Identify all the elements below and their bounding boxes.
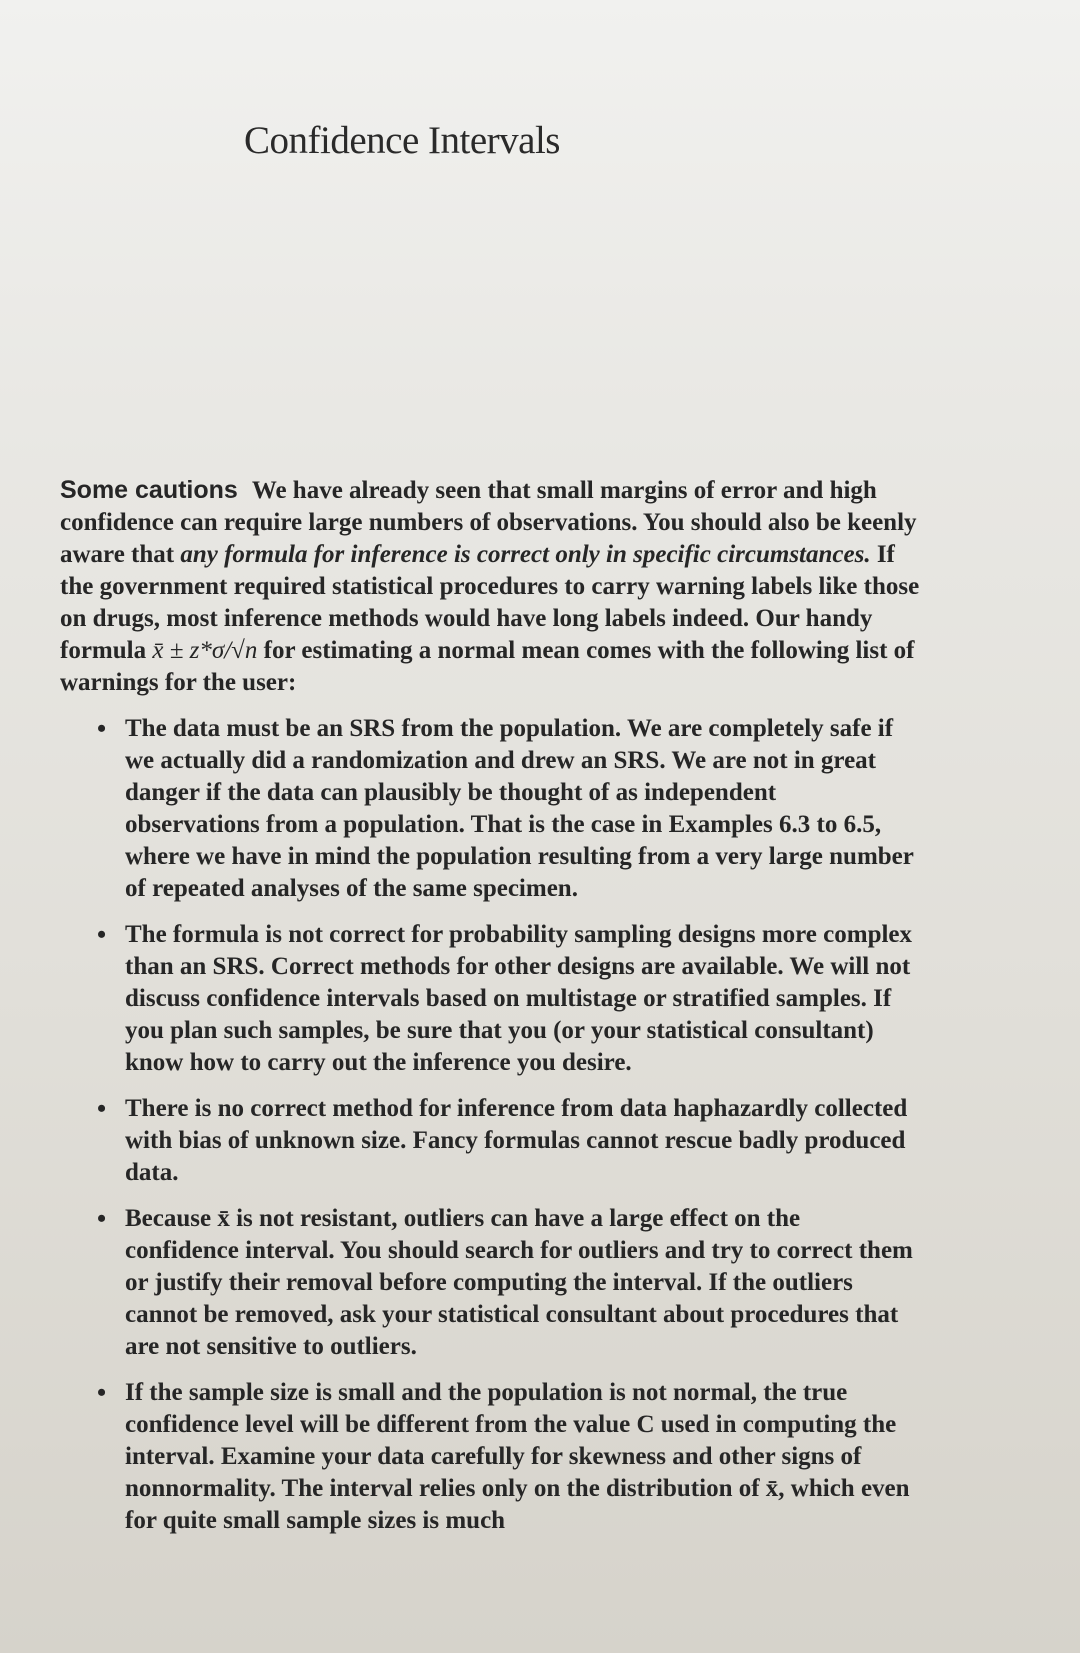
formula: x̄ ± z*σ/√n bbox=[152, 637, 258, 664]
list-item-text: The data must be an SRS from the population. We are completely safe if we actually did a randomization and drew an SRS. We are not in great danger if the data can plausibly be thought of as independent observations from a population. That is the case in Examples 6.3 to 6.5, where we have in mind the population resulting from a very large number of repeated analyses of the same specimen. bbox=[125, 715, 914, 902]
list-item bbox=[97, 919, 915, 1079]
list-item-text: Because x̄ is not resistant, outliers can have a large effect on the confidence interval. You should search for outliers and try to correct them or justify their removal before computing the interval. If the outliers cannot be removed, ask your statistical consultant about procedures that are not sensitive to outliers. bbox=[125, 1205, 913, 1360]
list-item bbox=[97, 1203, 915, 1363]
bullet-icon: • bbox=[97, 1378, 107, 1407]
list-item bbox=[97, 1093, 915, 1189]
list-item bbox=[97, 713, 915, 905]
bullet-icon: • bbox=[97, 1204, 107, 1233]
run-in-heading: Some cautions bbox=[60, 476, 238, 504]
list-item-text: If the sample size is small and the population is not normal, the true confidence level will be different from the value C used in computing the interval. Examine your data carefully for skewness and other signs of nonnormality. The interval relies only on the distribution of x̄, which even for quite small sample sizes is much bbox=[125, 1379, 910, 1534]
intro-emphasis: any formula for inference is correct only in specific circumstances. bbox=[180, 541, 871, 568]
cautions-section bbox=[60, 474, 920, 1551]
list-item-text: There is no correct method for inference from data haphazardly collected with bias of unknown size. Fancy formulas cannot rescue badly produced data. bbox=[125, 1095, 908, 1186]
warnings-list bbox=[60, 713, 920, 1537]
bullet-icon: • bbox=[97, 714, 107, 743]
intro-text-3: for estimating a normal mean comes with the following list of warnings for the user: bbox=[60, 637, 915, 696]
intro-paragraph bbox=[60, 474, 920, 699]
bullet-icon: • bbox=[97, 920, 107, 949]
intro-text-1: We have already seen that small margins of error and high confidence can require large numbers of observations. You should also be keenly aware that bbox=[60, 477, 917, 568]
list-item bbox=[97, 1377, 915, 1537]
page-title: Confidence Intervals bbox=[244, 119, 560, 162]
list-item-text: The formula is not correct for probability sampling designs more complex than an SRS. Correct methods for other designs are available. We will not discuss confidence intervals based on multistage or stratified samples. If you plan such samples, be sure that you (or your statistical consultant) know how to carry out the inference you desire. bbox=[125, 921, 913, 1076]
bullet-icon: • bbox=[97, 1094, 107, 1123]
intro-text-2: If the government required statistical procedures to carry warning labels like those on drugs, most inference methods would have long labels indeed. Our handy formula bbox=[60, 541, 920, 664]
